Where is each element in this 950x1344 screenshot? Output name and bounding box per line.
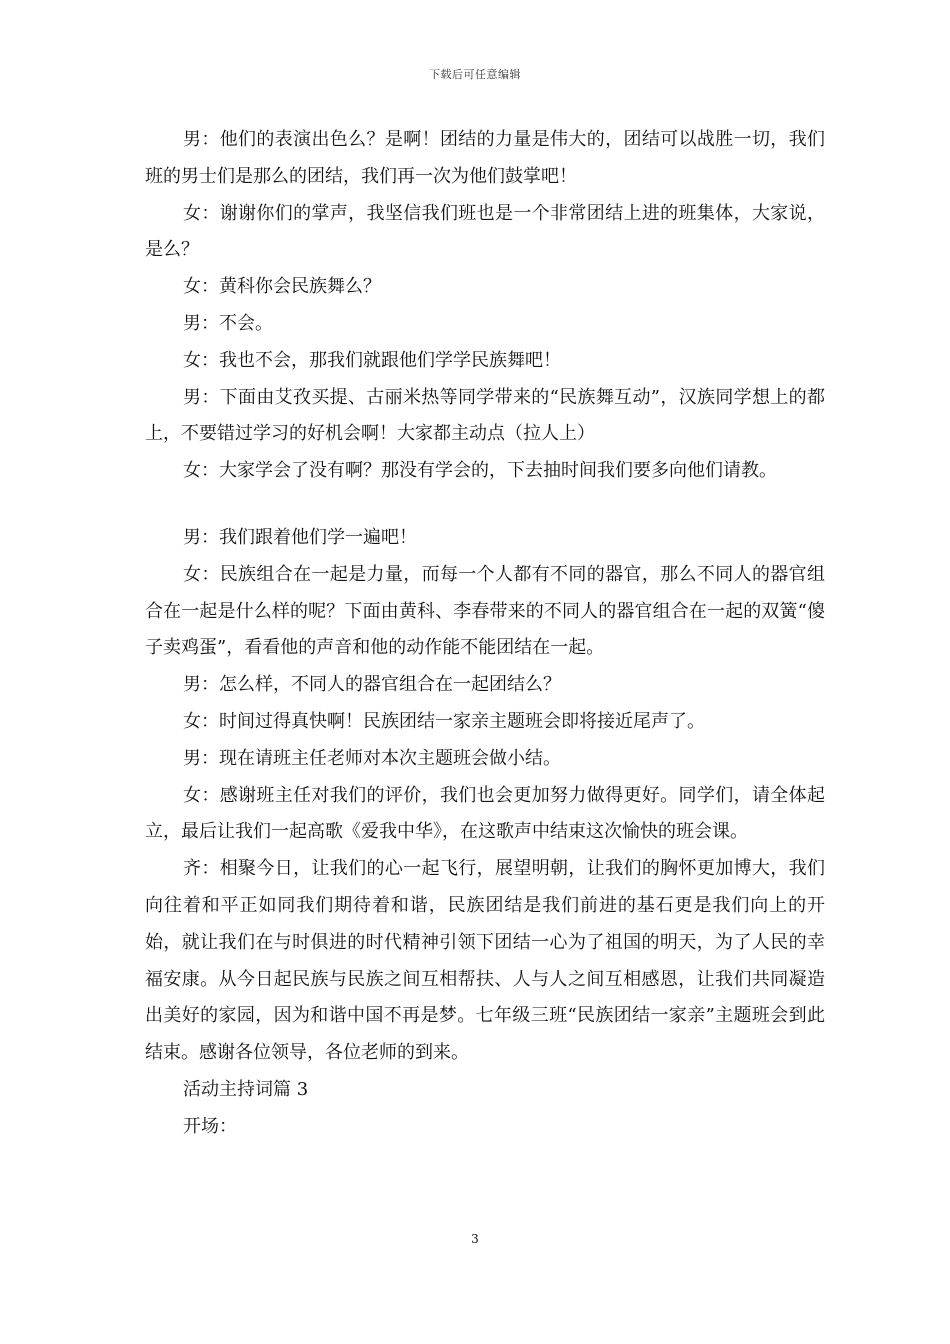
page-number: 3 [471, 1232, 479, 1246]
paragraph: 女：时间过得真快啊！民族团结一家亲主题班会即将接近尾声了。 [183, 710, 705, 732]
section-heading: 活动主持词篇 3 [183, 1078, 309, 1100]
paragraph: 男：不会。 [183, 312, 273, 334]
paragraph: 女：黄科你会民族舞么？ [183, 276, 381, 298]
document-body [145, 122, 825, 1146]
paragraph: 开场： [183, 1115, 237, 1137]
paragraph: 女：谢谢你们的掌声，我坚信我们班也是一个非常团结上进的班集体，大家说，是么？ [145, 202, 825, 261]
paragraph: 男：现在请班主任老师对本次主题班会做小结。 [183, 747, 561, 769]
paragraph: 男：下面由艾孜买提、古丽米热等同学带来的“民族舞互动”，汉族同学想上的都上，不要错过学习的好机会啊！大家都主动点（拉人上） [145, 386, 825, 445]
paragraph: 女：民族组合在一起是力量，而每一个人都有不同的器官，那么不同人的器官组合在一起是什么样的呢？下面由黄科、李春带来的不同人的器官组合在一起的双簧“傻子卖鸡蛋”，看看他的声音和他的动作能不能团结在一起。 [145, 563, 825, 659]
paragraph: 女：我也不会，那我们就跟他们学学民族舞吧！ [183, 349, 561, 371]
page-header: 下载后可任意编辑 [429, 68, 521, 81]
paragraph: 男：我们跟着他们学一遍吧！ [183, 526, 417, 548]
paragraph: 女：大家学会了没有啊？那没有学会的，下去抽时间我们要多向他们请教。 [183, 460, 777, 482]
paragraph: 齐：相聚今日，让我们的心一起飞行，展望明朝，让我们的胸怀更加博大，我们向往着和平正如同我们期待着和谐，民族团结是我们前进的基石更是我们向上的开始，就让我们在与时俱进的时代精神引领下团结一心为了祖国的明天，为了人民的幸福安康。从今日起民族与民族之间互相帮扶、人与人之间互相感恩，让我们共同凝造出美好的家园，因为和谐中国不再是梦。七年级三班“民族团结一家亲”主题班会到此结束。感谢各位领导，各位老师的到来。 [145, 858, 825, 1064]
paragraph: 女：感谢班主任对我们的评价，我们也会更加努力做得更好。同学们，请全体起立，最后让我们一起高歌《爱我中华》，在这歌声中结束这次愉快的班会课。 [145, 784, 825, 843]
paragraph: 男：怎么样，不同人的器官组合在一起团结么？ [183, 674, 561, 696]
paragraph: 男：他们的表演出色么？是啊！团结的力量是伟大的，团结可以战胜一切，我们班的男士们是那么的团结，我们再一次为他们鼓掌吧！ [145, 129, 825, 187]
